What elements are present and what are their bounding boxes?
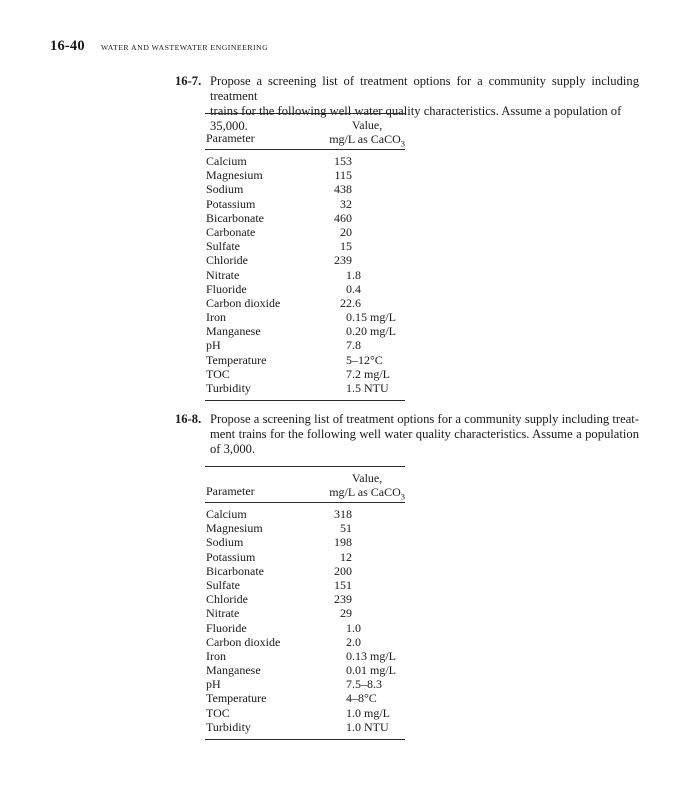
value-remainder-part: .8 [352, 267, 361, 282]
table-row [205, 621, 405, 635]
parameter-cell: Manganese [206, 663, 261, 678]
value-cell [330, 635, 405, 649]
value-header-subscript: 3 [400, 138, 405, 149]
value-integer-part: 438 [334, 182, 352, 197]
table-row [205, 535, 405, 549]
value-cell [330, 720, 405, 734]
value-cell [330, 253, 405, 267]
value-cell [330, 197, 405, 211]
value-cell [330, 564, 405, 578]
table-row [205, 353, 405, 367]
value-cell [330, 592, 405, 606]
value-column-header [329, 118, 405, 149]
parameter-cell: Nitrate [206, 267, 240, 282]
table-row [205, 691, 405, 705]
problem-statement [210, 412, 639, 457]
value-cell [330, 649, 405, 663]
table-row [205, 154, 405, 168]
value-cell [330, 296, 405, 310]
table-header-row [205, 113, 405, 150]
value-remainder-part: .2 mg/L [352, 366, 390, 381]
parameter-cell: Sulfate [206, 577, 240, 592]
value-integer-part: 29 [340, 606, 352, 621]
value-remainder-part: .0 mg/L [352, 705, 390, 720]
value-cell [330, 367, 405, 381]
value-remainder-part: .5–8.3 [352, 677, 382, 692]
table-row [205, 606, 405, 620]
value-remainder-part: .0 [352, 634, 361, 649]
value-column-header [329, 471, 405, 502]
parameter-cell: Bicarbonate [206, 210, 264, 225]
value-cell [330, 182, 405, 196]
table-row [205, 381, 405, 395]
table-body [205, 150, 405, 401]
page-number: 16-40 [50, 38, 85, 54]
problem-text-line: Propose a screening list of treatment options for a community supply including treat- [210, 412, 639, 426]
parameter-cell: Calcium [206, 154, 247, 168]
table-row [205, 564, 405, 578]
table-row [205, 521, 405, 535]
value-remainder-part: –12°C [352, 352, 383, 367]
table-row [205, 338, 405, 352]
value-integer-part: 7 [346, 338, 352, 353]
value-remainder-part: .5 NTU [352, 381, 389, 395]
table-row [205, 578, 405, 592]
table-header-row [205, 466, 405, 503]
value-integer-part: 20 [340, 224, 352, 239]
parameter-cell: Chloride [206, 253, 248, 268]
parameter-cell: Temperature [206, 352, 267, 367]
table-row [205, 507, 405, 521]
table-row [205, 635, 405, 649]
value-remainder-part: .6 [352, 295, 361, 310]
table-row [205, 677, 405, 691]
value-integer-part: 0 [346, 310, 352, 325]
value-integer-part: 198 [334, 535, 352, 550]
value-integer-part: 51 [340, 521, 352, 536]
problem-16-8 [175, 412, 639, 457]
table-row [205, 324, 405, 338]
running-title: WATER AND WASTEWATER ENGINEERING [100, 43, 269, 52]
value-integer-part: 12 [340, 549, 352, 564]
value-remainder-part: .15 mg/L [352, 310, 396, 325]
parameter-cell: pH [206, 677, 221, 692]
problem-text-line: of 3,000. [210, 442, 256, 456]
table-row [205, 182, 405, 196]
value-integer-part: 1 [346, 705, 352, 720]
parameter-cell: Magnesium [206, 168, 263, 183]
parameter-cell: Bicarbonate [206, 563, 264, 578]
value-integer-part: 239 [334, 253, 352, 268]
value-integer-part: 1 [346, 381, 352, 395]
value-remainder-part: .4 [352, 281, 361, 296]
value-cell [330, 550, 405, 564]
page-header [50, 38, 268, 55]
parameter-cell: Fluoride [206, 620, 247, 635]
value-integer-part: 318 [334, 507, 352, 521]
problem-number: 16-8. [175, 412, 202, 426]
parameter-cell: Turbidity [206, 381, 251, 395]
value-cell [330, 282, 405, 296]
value-integer-part: 460 [334, 210, 352, 225]
value-remainder-part: .8 [352, 338, 361, 353]
value-integer-part: 7 [346, 366, 352, 381]
problem-text-line: trains for the following well water quality characteristics. Assume a population of 35,000. [210, 104, 622, 133]
parameter-cell: Temperature [206, 691, 267, 706]
value-header-line1: Value, [351, 471, 383, 485]
value-header-line1: Value, [351, 118, 383, 132]
value-integer-part: 7 [346, 677, 352, 692]
parameter-cell: Calcium [206, 507, 247, 521]
parameter-cell: Manganese [206, 324, 261, 339]
value-cell [330, 535, 405, 549]
table-body [205, 503, 405, 740]
value-cell [330, 606, 405, 620]
table-row [205, 211, 405, 225]
water-quality-table-16-8 [205, 466, 405, 740]
value-integer-part: 239 [334, 592, 352, 607]
value-cell [330, 521, 405, 535]
value-cell [330, 168, 405, 182]
value-integer-part: 0 [346, 663, 352, 678]
parameter-cell: pH [206, 338, 221, 353]
table-row [205, 282, 405, 296]
parameter-cell: Carbonate [206, 224, 256, 239]
parameter-cell: TOC [206, 366, 230, 381]
value-remainder-part: .0 [352, 620, 361, 635]
value-cell [330, 268, 405, 282]
value-cell [330, 621, 405, 635]
value-cell [330, 706, 405, 720]
value-cell [330, 691, 405, 705]
value-integer-part: 151 [334, 577, 352, 592]
value-header-unit: mg/L as CaCO [329, 485, 401, 499]
table-row [205, 592, 405, 606]
value-remainder-part: .01 mg/L [352, 663, 396, 678]
value-cell [330, 507, 405, 521]
value-integer-part: 15 [340, 239, 352, 254]
value-cell [330, 239, 405, 253]
table-row [205, 720, 405, 734]
parameter-cell: Potassium [206, 196, 256, 211]
parameter-cell: Magnesium [206, 521, 263, 536]
problem-text-line: Propose a screening list of treatment options for a community supply including treatment [210, 74, 639, 103]
value-integer-part: 2 [346, 634, 352, 649]
value-remainder-part: .13 mg/L [352, 648, 396, 663]
value-cell [330, 578, 405, 592]
table-row [205, 663, 405, 677]
parameter-cell: Potassium [206, 549, 256, 564]
value-cell [330, 353, 405, 367]
value-integer-part: 32 [340, 196, 352, 211]
parameter-column-header: Parameter [206, 131, 255, 145]
value-remainder-part: .0 NTU [352, 719, 389, 734]
value-header-unit: mg/L as CaCO [329, 132, 401, 146]
parameter-cell: Sodium [206, 535, 244, 550]
value-integer-part: 1 [346, 719, 352, 734]
water-quality-table-16-7 [205, 113, 405, 401]
value-cell [330, 310, 405, 324]
value-integer-part: 22 [340, 295, 352, 310]
parameter-cell: TOC [206, 705, 230, 720]
value-integer-part: 0 [346, 281, 352, 296]
table-row [205, 225, 405, 239]
parameter-cell: Sodium [206, 182, 244, 197]
table-row [205, 168, 405, 182]
value-header-subscript: 3 [400, 491, 405, 502]
table-row [205, 367, 405, 381]
table-row [205, 197, 405, 211]
parameter-cell: Turbidity [206, 719, 251, 734]
parameter-cell: Nitrate [206, 606, 240, 621]
value-integer-part: 115 [334, 168, 352, 183]
value-integer-part: 4 [346, 691, 352, 706]
problem-text-line: ment trains for the following well water quality characteristics. Assume a population [210, 427, 639, 441]
value-remainder-part: –8°C [352, 691, 377, 706]
table-row [205, 239, 405, 253]
value-remainder-part: .20 mg/L [352, 324, 396, 339]
parameter-cell: Chloride [206, 592, 248, 607]
table-row [205, 550, 405, 564]
parameter-cell: Carbon dioxide [206, 634, 281, 649]
value-integer-part: 1 [346, 620, 352, 635]
parameter-cell: Fluoride [206, 281, 247, 296]
parameter-column-header: Parameter [206, 484, 255, 498]
value-integer-part: 0 [346, 648, 352, 663]
value-integer-part: 5 [346, 352, 352, 367]
value-cell [330, 225, 405, 239]
value-cell [330, 154, 405, 168]
problem-number: 16-7. [175, 74, 202, 88]
parameter-cell: Carbon dioxide [206, 295, 281, 310]
parameter-cell: Iron [206, 310, 226, 325]
table-row [205, 649, 405, 663]
parameter-cell: Iron [206, 648, 226, 663]
value-integer-part: 153 [334, 154, 352, 168]
value-cell [330, 338, 405, 352]
value-integer-part: 0 [346, 324, 352, 339]
value-cell [330, 663, 405, 677]
value-cell [330, 381, 405, 395]
value-cell [330, 677, 405, 691]
parameter-cell: Sulfate [206, 239, 240, 254]
value-cell [330, 324, 405, 338]
table-row [205, 296, 405, 310]
table-row [205, 706, 405, 720]
value-integer-part: 1 [346, 267, 352, 282]
value-cell [330, 211, 405, 225]
value-integer-part: 200 [334, 563, 352, 578]
table-row [205, 310, 405, 324]
table-row [205, 253, 405, 267]
table-row [205, 268, 405, 282]
